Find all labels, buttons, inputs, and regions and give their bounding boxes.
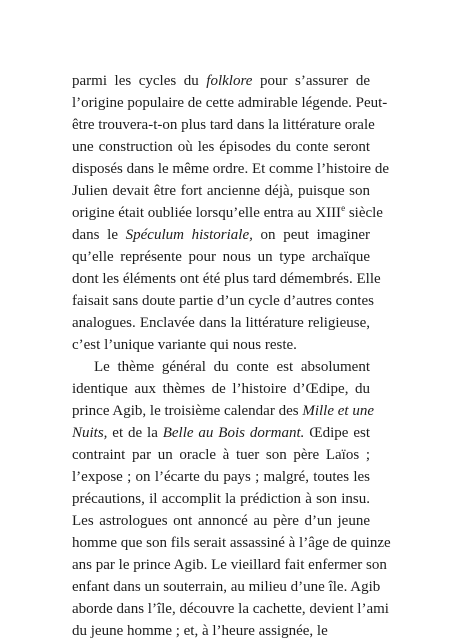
text-line (72, 92, 388, 114)
text-line (72, 312, 370, 334)
italic-text: Nuits, (72, 425, 108, 441)
text-run: c’est l’unique variante qui nous reste. (72, 337, 297, 353)
text-run: siècle (345, 205, 383, 221)
text-line (72, 70, 370, 92)
text-run: être trouvera-t-on plus tard dans la littérature orale (72, 117, 375, 133)
text-run: on peut imaginer (252, 227, 370, 243)
text-line (72, 136, 370, 158)
text-line (72, 620, 370, 642)
text-line (72, 114, 375, 136)
text-line (72, 334, 370, 356)
italic-text: Mille et une (302, 403, 374, 419)
text-run: contraint par un oracle à tuer son père Laïos ; (72, 447, 370, 463)
text-line (72, 378, 370, 400)
italic-text: Spéculum historiale, (125, 227, 253, 243)
text-line (72, 466, 370, 488)
italic-text: folklore (206, 73, 253, 89)
text-run: l’expose ; on l’écarte du pays ; malgré, toutes les (72, 469, 370, 485)
paragraph-1 (72, 70, 389, 356)
text-line (72, 400, 374, 422)
text-run: homme que son fils serait assassiné à l’âge de quinze (72, 535, 391, 551)
text-run: qu’elle représente pour nous un type archaïque (72, 249, 370, 265)
text-run: aborde dans l’île, découvre la cachette, devient l’ami (72, 601, 389, 617)
text-line (72, 488, 370, 510)
text-run: parmi les cycles du (72, 73, 207, 89)
text-line (72, 422, 370, 444)
text-line (72, 290, 374, 312)
text-run: et de la (107, 425, 163, 441)
text-line (72, 510, 370, 532)
text-run: disposés dans le même ordre. Et comme l’histoire de (72, 161, 389, 177)
text-line (72, 532, 391, 554)
text-run: analogues. Enclavée dans la littérature religieuse, (72, 315, 370, 331)
text-run: du jeune homme ; et, à l’heure assignée, le (72, 623, 328, 639)
text-run: dans le (72, 227, 126, 243)
text-line (72, 598, 389, 620)
text-run: prince Agib, le troisième calendar des (72, 403, 303, 419)
text-run: faisait sans doute partie d’un cycle d’autres contes (72, 293, 374, 309)
text-line (72, 576, 381, 598)
italic-text: Belle au Bois dormant. (162, 425, 305, 441)
text-line (72, 268, 381, 290)
superscript: e (341, 203, 346, 213)
text-line (72, 158, 389, 180)
text-line (72, 224, 370, 246)
page-body (72, 70, 391, 642)
text-line (72, 202, 383, 224)
text-run: Julien devait être fort ancienne déjà, puisque son (72, 183, 370, 199)
text-run: Œdipe est (304, 425, 370, 441)
paragraph-2 (72, 356, 391, 642)
text-run: identique aux thèmes de l’histoire d’Œdipe, du (72, 381, 370, 397)
text-line (72, 246, 370, 268)
text-run: pour s’assurer de (252, 73, 370, 89)
text-run: Le thème général du conte est absolument (94, 359, 370, 375)
text-line (72, 356, 370, 378)
text-line (72, 180, 370, 202)
text-run: Les astrologues ont annoncé au père d’un jeune (72, 513, 370, 529)
text-run: l’origine populaire de cette admirable légende. Peut- (72, 95, 388, 111)
text-run: origine était oubliée lorsqu’elle entra au XIII (72, 205, 342, 221)
text-run: précautions, il accomplit la prédiction à son insu. (72, 491, 370, 507)
text-line (72, 444, 370, 466)
text-run: une construction où les épisodes du conte seront (72, 139, 370, 155)
text-run: ans par le prince Agib. Le vieillard fait enfermer son (72, 557, 387, 573)
text-run: dont les éléments ont été plus tard démembrés. Elle (72, 271, 381, 287)
text-line (72, 554, 387, 576)
text-run: enfant dans un souterrain, au milieu d’une île. Agib (72, 579, 381, 595)
